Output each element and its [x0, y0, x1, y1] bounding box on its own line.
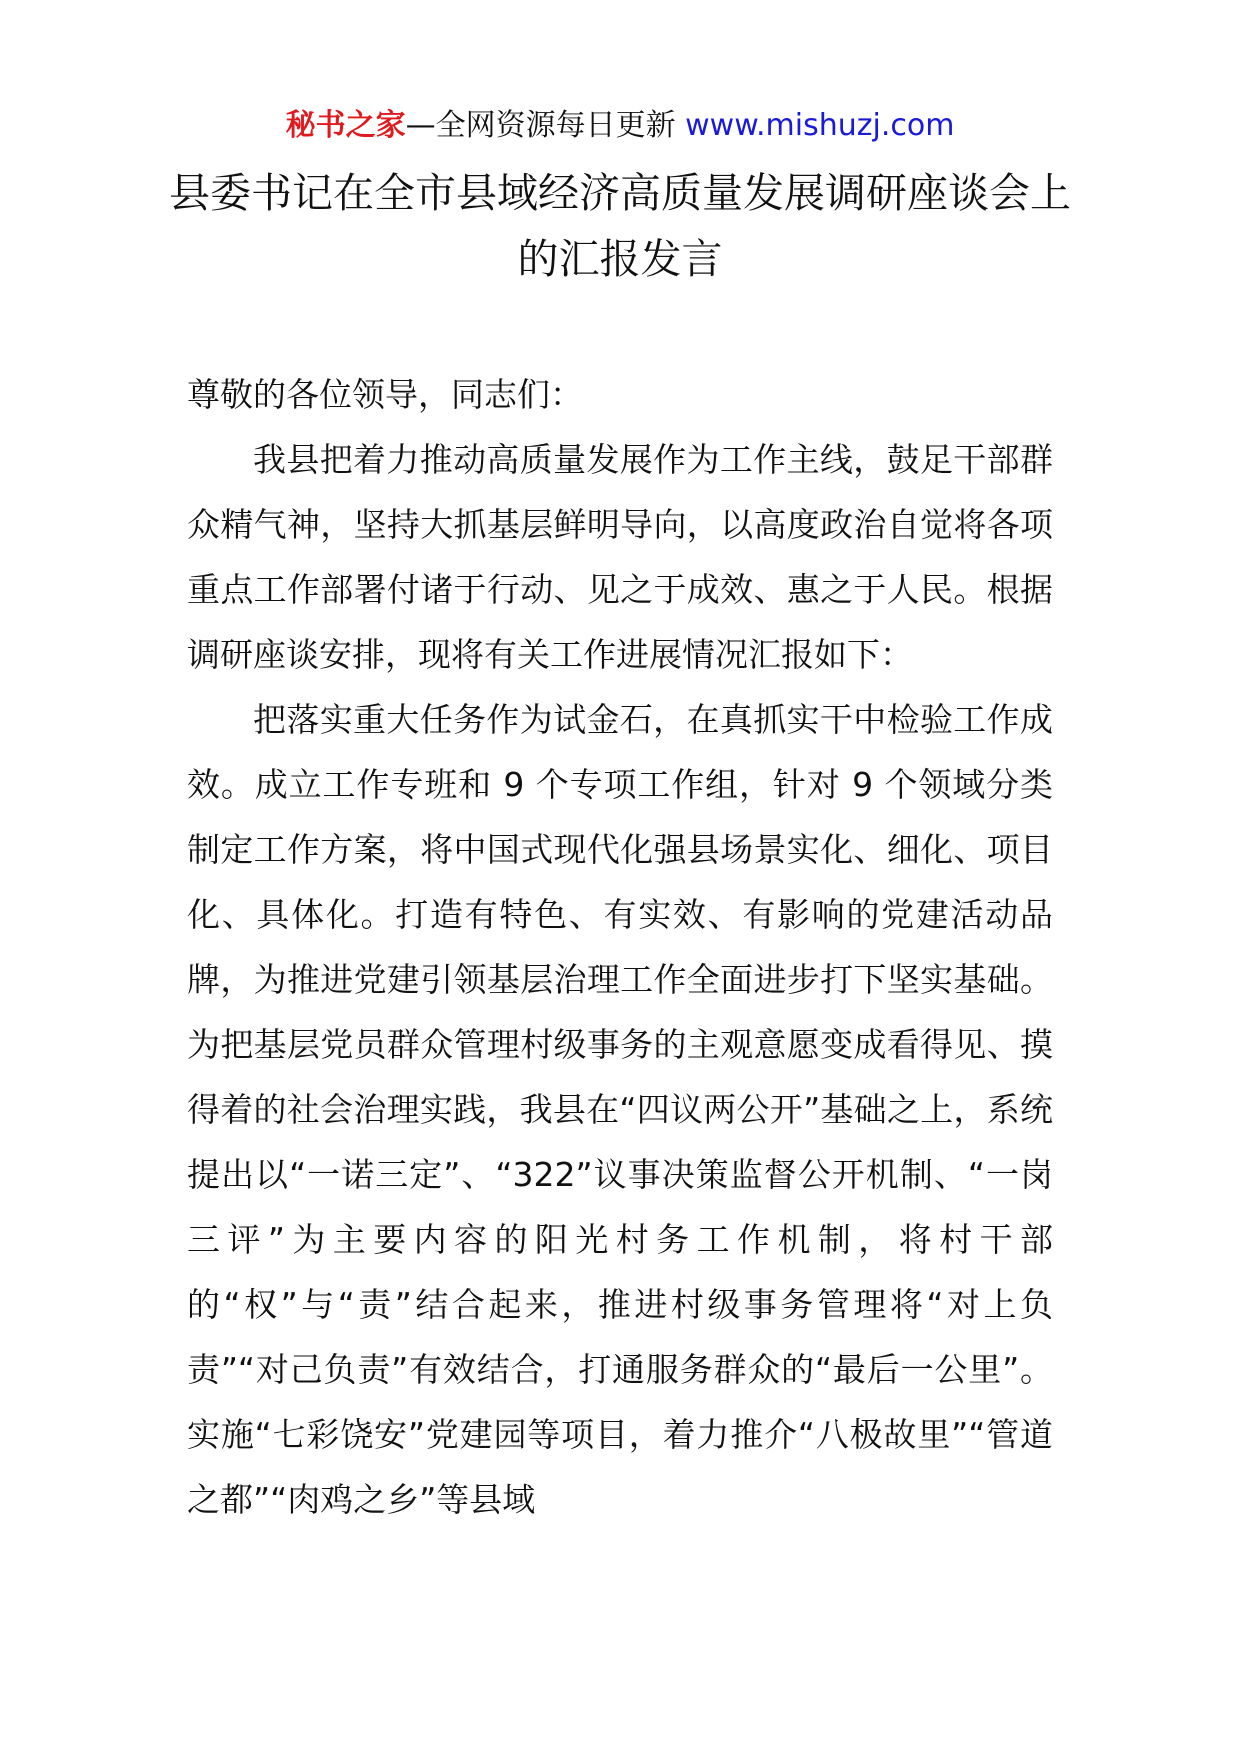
document-body: [187, 362, 1053, 1532]
paragraph-main: 把落实重大任务作为试金石，在真抓实干中检验工作成效。成立工作专班和 9 个专项工作组，针对 9 个领域分类制定工作方案，将中国式现代化强县场景实化、细化、项目化、具体化。打造有特色、有实效、有影响的党建活动品牌，为推进党建引领基层治理工作全面进步打下坚实基础。为把基层党员群众管理村级事务的主观意愿变成看得见、摸得着的社会治理实践，我县在“四议两公开”基础之上，系统提出以“一诺三定”、“322”议事决策监督公开机制、“一岗三评”为主要内容的阳光村务工作机制，将村干部的“权”与“责”结合起来，推进村级事务管理将“对上负责”“对己负责”有效结合，打通服务群众的“最后一公里”。实施“七彩饶安”党建园等项目，着力推介“八极故里”“管道之都”“肉鸡之乡”等县域: [187, 700, 1053, 1519]
site-header: [0, 104, 1240, 148]
site-brand: 秘书之家: [285, 108, 406, 143]
paragraph-intro: 我县把着力推动高质量发展作为工作主线，鼓足干部群众精气神，坚持大抓基层鲜明导向，以高度政治自觉将各项重点工作部署付诸于行动、见之于成效、惠之于人民。根据调研座谈安排，现将有关工作进展情况汇报如下：: [187, 440, 1053, 674]
site-tagline: —全网资源每日更新: [405, 108, 686, 143]
document-title: 县委书记在全市县域经济高质量发展调研座谈会上的汇报发言: [169, 169, 1071, 283]
site-url-link[interactable]: www.mishuzj.com: [685, 108, 955, 143]
salutation: 尊敬的各位领导，同志们：: [187, 375, 583, 414]
